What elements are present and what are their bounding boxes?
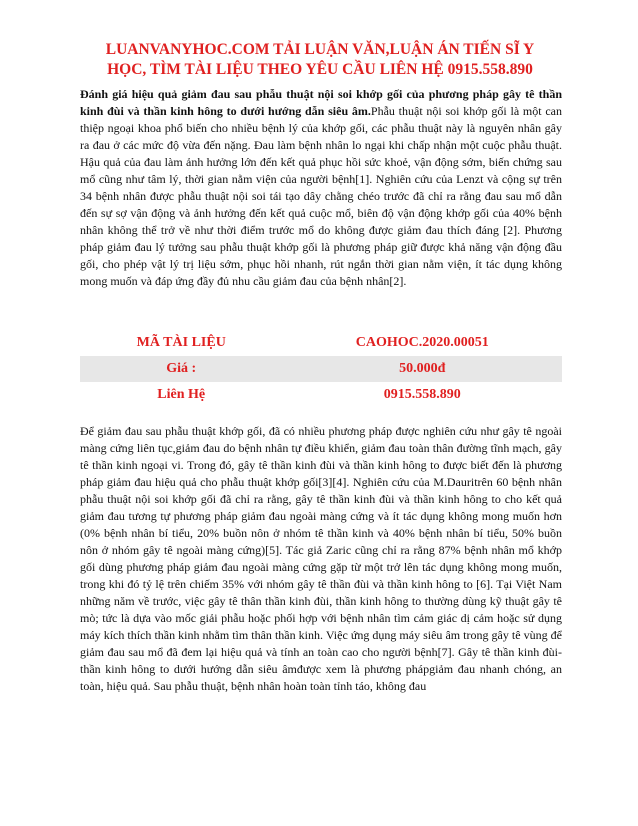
document-info-table [80, 330, 562, 408]
doc-code-label: MÃ TÀI LIỆU [136, 335, 226, 350]
contact-value: 0915.558.890 [383, 387, 461, 402]
info-row-price [80, 356, 562, 382]
header-line-1: LUANVANYHOC.COM TẢI LUẬN VĂN,LUẬN ÁN TIẾN SĨ Y [105, 41, 535, 58]
body-paragraph: Để giảm đau sau phẫu thuật khớp gối, đã có nhiều phương pháp được nghiên cứu như gây tê ngoài màng cứng liên tục,giảm đau do bệnh nhân tự điều khiển, giảm đau toàn thân đường tĩnh mạch, gây tê thần kinh ngoại vi. Trong đó, gây tê thần kinh đùi và thần kinh hông to được biết đến là phương pháp giảm đau hiệu quả cho phẫu thuật khớp gối[3][4]. Nghiên cứu của M.Dauritrên 60 bệnh nhân phẫu thuật nội soi khớp gối đã chỉ ra rằng, gây tê thần kinh đùi và thần kinh hông to cho kết quả giảm đau tương tự phương pháp giảm đau ngoài màng cứng và ít tác dụng không mong muốn hơn (0% bệnh nhân bí tiểu, 20% buồn nôn ở nhóm tê thần kinh và 40% bệnh nhân bí tiểu, 50% buồn nôn ở nhóm gây tê ngoài màng cứng)[5]. Tác giả Zaric cũng chỉ ra rằng 87% bệnh nhân mổ khớp gối dùng phương pháp giảm đau ngoài màng cứng gặp từ một trở lên tác dụng không mong muốn, trong khi đó tỷ lệ trên chiếm 35% với nhóm gây tê thần đùi và thần kinh hông to [6]. Tại Việt Nam những năm về trước, việc gây tê thân thần kinh đùi, thần kinh hông to thường dùng kỹ thuật gây tê mò; tức là dựa vào mốc giải phẫu hoặc phối hợp với bệnh nhân tìm cảm giác dị cảm hoặc sử dụng máy kích thích thần kinh nhằm tìm thân thần kinh. Việc ứng dụng máy siêu âm trong gây tê vùng để giảm đau sau mổ đã đem lại hiệu quả và tính an toàn cao cho người bệnh[7]. Gây tê thần kinh đùi-thần kinh hông to dưới hướng dẫn siêu âmđược xem là phương phápgiảm đau nhanh chóng, an toàn, hiệu quả. Sau phẫu thuật, bệnh nhân hoàn toàn tỉnh táo, không đau [80, 424, 562, 693]
header-line-2: HỌC, TÌM TÀI LIỆU THEO YÊU CẦU LIÊN HỆ 0915.558.890 [107, 61, 533, 78]
intro-lead-title: Đánh giá hiệu quả giảm đau sau phẫu thuật nội soi khớp gối của phương pháp gây tê thần kinh đùi và thần kinh hông to dưới hướng dẫn siêu âm. [80, 87, 562, 118]
contact-label: Liên Hệ [157, 387, 206, 402]
intro-body-text: Phẫu thuật nội soi khớp gối là một can thiệp ngoại khoa phổ biến cho nhiều bệnh lý của khớp gối, các phẫu thuật này là nguyên nhân gây ra đau ở các mức độ vừa đến nặng. Đau làm bệnh nhân lo ngại khi chấp nhận một cuộc phẫu thuật. Hậu quả của đau làm ảnh hưởng lớn đến kết quả phục hồi sức khoẻ, vận động sớm, biến chứng sau mổ cũng như tâm lý, thời gian nằm viện của người bệnh[1]. Nghiên cứu của Lenzt và cộng sự trên 34 bệnh nhân được phẫu thuật nội soi tái tạo dây chằng chéo trước đã chỉ ra rằng đau sau mổ dẫn đến sự sợ vận động và ảnh hưởng đến kết quả cuộc mổ, biên độ vận động khớp gối của 40% bệnh nhân không thể trở về như thời điểm trước mổ do không được giảm đau thích đáng [2]. Phương pháp giảm đau lý tưởng sau phẫu thuật khớp gối là phương pháp giữ được khả năng vận động đầu gối, cho phép vật lý trị liệu sớm, phục hồi nhanh, rút ngắn thời gian nằm viện, ít tác dụng không mong muốn và đáp ứng đầy đủ nhu cầu giảm đau của bệnh nhân[2]. [80, 104, 562, 288]
price-label: Giá : [80, 356, 282, 382]
price-value: 50.000đ [282, 356, 562, 382]
doc-code-value: CAOHOC.2020.00051 [355, 335, 489, 350]
info-row-contact [80, 382, 562, 408]
info-row-doc-code [80, 330, 562, 356]
intro-paragraph [80, 86, 562, 290]
page-header [60, 40, 580, 80]
